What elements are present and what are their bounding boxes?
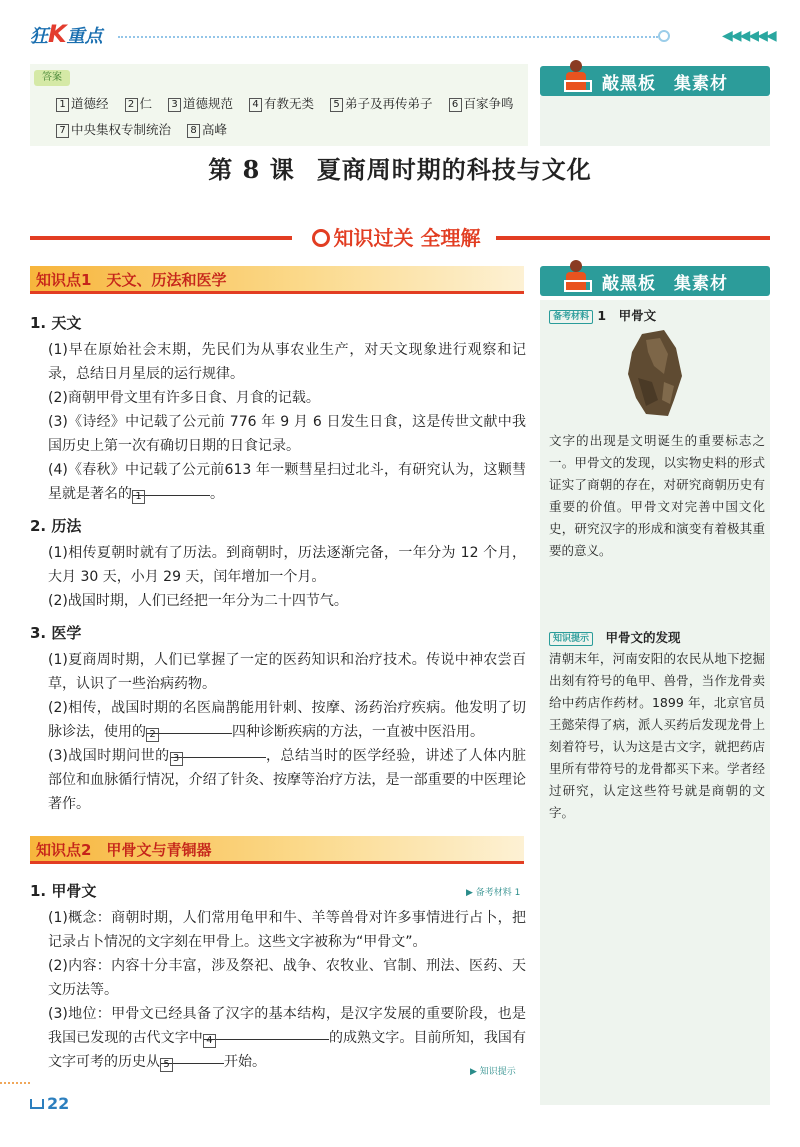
sidebar-header-title: 敲黑板 集素材 — [602, 274, 728, 294]
sidebar-header-title: 敲黑板 集素材 — [602, 74, 728, 94]
banner-text: 知识过关 全理解 — [333, 226, 481, 250]
answer-item: 8 高峰 — [187, 122, 227, 137]
fill-blank-5[interactable]: 5 — [160, 1050, 224, 1064]
teacher-figure-icon — [562, 60, 592, 94]
heading-medicine: 3. 医学 — [30, 624, 82, 642]
oracle-bone-image — [624, 330, 684, 416]
answer-item: 5 弟子及再传弟子 — [330, 96, 433, 111]
heading-astronomy: 1. 天文 — [30, 314, 82, 332]
section-banner — [296, 222, 496, 251]
material-tag: 备考材料 — [549, 310, 593, 324]
medicine-paragraph: (1)夏商周时期，人们已掌握了一定的医药知识和治疗技术。传说中神农尝百草，认识了一些治病药物。 (2)相传，战国时期的名医扁鹊能用针刺、按摩、汤药治疗疾病。他发明了切脉诊法，使用的 2 四种诊断疾病的方法，一直被中医沿用。 (3)战国时期问世的 3 ，总结当时的医学经验，讲述了人体内脏部位和血脉循行情况，介绍了针灸、按摩等治疗方法，是一部重要的中医理论著作。 — [48, 652, 526, 812]
page-number: 22 — [30, 1094, 72, 1116]
swirl-icon — [312, 229, 330, 247]
page-header — [0, 0, 800, 56]
fill-blank-4[interactable]: 4 — [203, 1026, 329, 1040]
astronomy-paragraph: (1)早在原始社会末期，先民们为从事农业生产，对天文现象进行观察和记录，总结日月星辰的运行规律。 (2)商朝甲骨文里有许多日食、月食的记载。 (3)《诗经》中记载了公元前 776 年 9 月 6 日发生日食，这是传世文献中我国历史上第一次有确切日期的日食记录。 (4)《春秋》中记载了公元前613 年一颗彗星扫过北斗，有研究认为，这颗彗星就是著名的 1 。 — [48, 342, 526, 502]
heading-oracle-bone: 1. 甲骨文 — [30, 882, 97, 900]
lesson-number: 第 8 课 — [208, 155, 295, 184]
sidebar-tip-text: 清朝末年，河南安阳的农民从地下挖掘出刻有符号的龟甲、兽骨，当作龙骨卖给中药店作药材。1899 年，北京官员王懿荣得了病，派人买药后发现龙骨上刻着符号，认为这是古文字，就把药店里所有带符号的龙骨都买下来。学者经过研究，认定这些符号就是商朝的文字。 — [549, 651, 765, 820]
brand-prefix: 狂 — [30, 26, 48, 47]
fill-blank-2[interactable]: 2 — [146, 720, 232, 734]
header-dotted-line — [118, 36, 658, 38]
sidebar-material-text: 文字的出现是文明诞生的重要标志之一。甲骨文的发现，以实物史料的形式证实了商朝的存在，对研究商朝历史有重要的价值。甲骨文对完善中国文化史，研究汉字的形成和演变有着极其重要的意义。 — [549, 433, 765, 558]
sidebar-tip-label: 知识提示 甲骨文的发现 — [549, 628, 681, 646]
knowledge-point-1-bar — [30, 266, 524, 294]
knowledge-point-2-title: 知识点2 甲骨文与青铜器 — [36, 841, 212, 859]
brand-logo — [30, 20, 103, 48]
reference-link-material[interactable]: ▶ 备考材料 1 — [466, 888, 521, 898]
answer-box — [30, 64, 528, 146]
fill-blank-1[interactable]: 1 — [132, 482, 210, 496]
answer-item: 6 百家争鸣 — [449, 96, 514, 111]
sidebar-top-panel — [540, 96, 770, 146]
cart-icon — [30, 1099, 44, 1109]
oracle-bone-paragraph: (1)概念：商朝时期，人们常用龟甲和牛、羊等兽骨对许多事情进行占卜，把记录占卜情况的文字刻在甲骨上。这些文字被称为“甲骨文”。 (2)内容：内容十分丰富，涉及祭祀、战争、农牧业、官制、刑法、医药、天文历法等。 (3)地位：甲骨文已经具备了汉字的基本结构，是汉字发展的重要阶段，也是我国已发现的古代文字中 4 的成熟文字。目前所知，我国有文字可考的历史从 5 开始。 — [48, 910, 527, 1070]
reference-link-tip[interactable]: ▶ 知识提示 — [470, 1067, 516, 1077]
answer-item: 2 仁 — [125, 96, 153, 111]
banner-line-right — [496, 236, 770, 240]
brand-suffix: 重点 — [66, 26, 103, 47]
answer-row-1 — [56, 94, 526, 112]
knowledge-point-1-title: 知识点1 天文、历法和医学 — [36, 271, 227, 289]
sidebar-material-label: 备考材料 1 甲骨文 — [549, 306, 656, 324]
sidebar-header-main — [540, 266, 770, 296]
lesson-name: 夏商周时期的科技与文化 — [316, 155, 592, 184]
header-ring-icon — [658, 30, 670, 42]
knowledge-point-2-bar — [30, 836, 524, 864]
header-arrows-icon: ◀◀◀◀◀◀ — [722, 28, 775, 44]
answer-item: 4 有教无类 — [249, 96, 314, 111]
answer-badge: 答案 — [34, 70, 70, 86]
calendar-paragraph: (1)相传夏朝时就有了历法。到商朝时，历法逐渐完备，一年分为 12 个月，大月 30 天，小月 29 天，闰年增加一个月。 (2)战国时期，人们已经把一年分为二十四节气。 — [48, 545, 526, 609]
sidebar-header-top — [540, 66, 770, 96]
footer-dotted-line — [0, 1082, 30, 1084]
answer-item: 3 道德规范 — [168, 96, 233, 111]
answer-row-2 — [56, 120, 239, 138]
lesson-title — [0, 150, 800, 185]
tip-tag: 知识提示 — [549, 632, 593, 646]
answer-item: 1 道德经 — [56, 96, 109, 111]
brand-k: K — [48, 20, 67, 48]
answer-item: 7 中央集权专制统治 — [56, 122, 171, 137]
teacher-figure-icon — [562, 260, 592, 294]
fill-blank-3[interactable]: 3 — [170, 744, 266, 758]
heading-calendar: 2. 历法 — [30, 517, 82, 535]
banner-line-left — [30, 236, 292, 240]
